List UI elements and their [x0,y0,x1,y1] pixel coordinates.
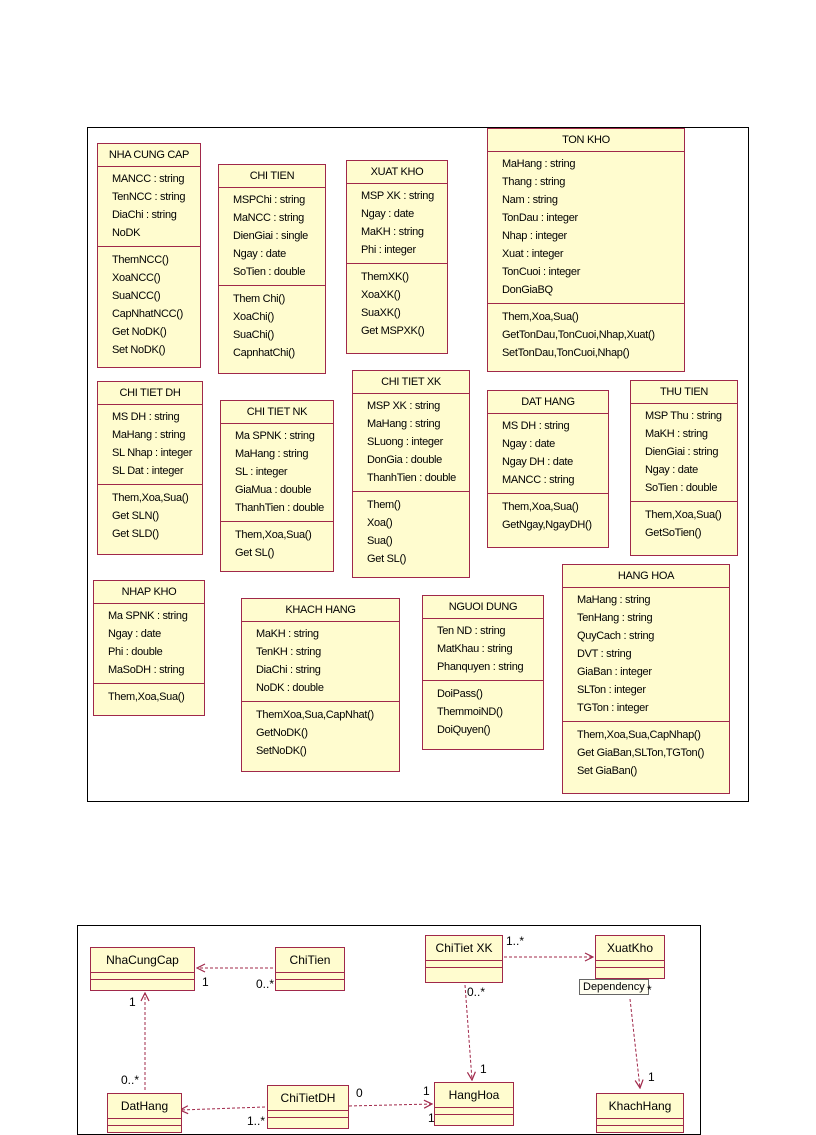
box-chitien[interactable] [275,947,345,991]
class-name: TON KHO [488,129,684,152]
attribute: Nhap : integer [502,230,567,242]
class-name: KHACH HANG [242,599,399,622]
operation: CapNhatNCC() [112,308,183,320]
operation: Get SLN() [112,510,159,522]
multiplicity-label: 1 [428,1111,435,1125]
class-name: NHA CUNG CAP [98,144,200,167]
attribute: DVT : string [577,648,632,660]
dep-chitietdh-to-dathang [180,1107,265,1110]
box-section [435,1108,513,1115]
multiplicity-label: 1 [423,1084,430,1098]
box-name: HangHoa [435,1083,513,1108]
attribute: MANCC : string [502,474,575,486]
attribute: TenHang : string [577,612,653,624]
attribute: Ngay : date [108,628,161,640]
attribute: Ngay : date [645,464,698,476]
attribute: ThanhTien : double [235,502,324,514]
attribute: SL Nhap : integer [112,447,193,459]
operation: SetNoDK() [256,745,307,757]
attribute: Ma SPNK : string [108,610,188,622]
box-section [91,973,194,980]
attribute: Ngay : date [502,438,555,450]
operation: Them,Xoa,Sua() [112,492,189,504]
operation: ThemXoa,Sua,CapNhat() [256,709,374,721]
attribute: MS DH : string [502,420,570,432]
class-name: CHI TIET NK [221,401,333,424]
multiplicity-label: 1 [202,975,209,989]
operation: DoiQuyen() [437,724,491,736]
attribute: NoDK [112,227,141,239]
multiplicity-label: 1 [129,995,136,1009]
attribute: MSPChi : string [233,194,305,206]
attribute: SLTon : integer [577,684,646,696]
operation: Them,Xoa,Sua() [645,509,722,521]
dep-chitietxk-to-hanghoa [465,985,472,1080]
box-name: NhaCungCap [91,948,194,973]
multiplicity-label: * [647,983,652,997]
operation: Them Chi() [233,293,286,305]
attribute: Phi : integer [361,244,416,256]
operation: Them,Xoa,Sua() [502,501,579,513]
attribute: Ngay DH : date [502,456,574,468]
operation: Them,Xoa,Sua() [108,691,185,703]
dependency-tooltip: Dependency [579,979,649,995]
operation: GetNoDK() [256,727,308,739]
attribute: TonCuoi : integer [502,266,581,278]
attribute: Xuat : integer [502,248,564,260]
operation: Get SLD() [112,528,159,540]
class-name: THU TIEN [631,381,737,404]
attribute: SLuong : integer [367,436,443,448]
box-hanghoa[interactable] [434,1082,514,1126]
attribute: MaHang : string [112,429,186,441]
attribute: MaKH : string [361,226,424,238]
box-section [276,973,344,980]
class-name: XUAT KHO [347,161,447,184]
box-name: ChiTiet XK [426,936,502,961]
attribute: TonDau : integer [502,212,578,224]
attribute: MaHang : string [502,158,576,170]
multiplicity-label: 1..* [247,1114,266,1128]
multiplicity-label: 0..* [256,977,275,991]
attribute: NoDK : double [256,682,324,694]
operation: Xoa() [367,517,393,529]
multiplicity-label: 1 [480,1062,487,1076]
attribute: MANCC : string [112,173,185,185]
attribute: SoTien : double [233,266,306,278]
attribute: QuyCach : string [577,630,655,642]
multiplicity-label: 0 [356,1086,363,1100]
attribute: SoTien : double [645,482,718,494]
attribute: MaHang : string [367,418,441,430]
operation: Get SL() [367,553,407,565]
multiplicity-label: 1 [648,1070,655,1084]
multiplicity-label: 1..* [506,934,525,948]
dep-xuatkho-to-khachhang [630,999,640,1088]
attribute: MaKH : string [645,428,708,440]
operation: SetTonDau,TonCuoi,Nhap() [502,347,630,359]
attribute: Ma SPNK : string [235,430,315,442]
operation: XoaXK() [361,289,401,301]
dep-chitietdh-to-hanghoa [349,1104,432,1106]
attribute: MaHang : string [577,594,651,606]
box-chitietxk[interactable] [425,935,503,983]
operation: CapnhatChi() [233,347,295,359]
class-name: CHI TIET XK [353,371,469,394]
multiplicity-label: 0..* [121,1073,140,1087]
class-name: CHI TIEN [219,165,325,188]
class-name: DAT HANG [488,391,608,414]
operation: SuaXK() [361,307,401,319]
multiplicity-label: 0..* [467,985,486,999]
operation: Set GiaBan() [577,765,637,777]
attribute: DonGiaBQ [502,284,553,296]
operation: GetNgay,NgayDH() [502,519,592,531]
attribute: Ten ND : string [437,625,506,637]
attribute: TenKH : string [256,646,321,658]
class-name: NGUOI DUNG [423,596,543,619]
box-nhacungcap[interactable] [90,947,195,991]
class-name: NHAP KHO [94,581,204,604]
attribute: DienGiai : string [645,446,719,458]
box-section [268,1111,348,1118]
box-khachhang[interactable] [596,1093,684,1133]
operation: ThemmoiND() [437,706,503,718]
attribute: DiaChi : string [112,209,177,221]
attribute: DiaChi : string [256,664,321,676]
attribute: DienGiai : single [233,230,308,242]
box-name: XuatKho [596,936,664,961]
box-dathang[interactable] [107,1093,182,1133]
attribute: TGTon : integer [577,702,649,714]
box-section [426,961,502,968]
attribute: MaHang : string [235,448,309,460]
operation: ThemNCC() [112,254,169,266]
attribute: Ngay : date [361,208,414,220]
operation: Them() [367,499,401,511]
operation: Get GiaBan,SLTon,TGTon() [577,747,705,759]
operation: SuaNCC() [112,290,161,302]
attribute: MS DH : string [112,411,180,423]
attribute: Phanquyen : string [437,661,524,673]
operation: Get NoDK() [112,326,167,338]
class-name: CHI TIET DH [98,382,202,405]
attribute: DonGia : double [367,454,442,466]
attribute: MSP XK : string [367,400,440,412]
attribute: GiaBan : integer [577,666,652,678]
attribute: TenNCC : string [112,191,186,203]
box-name: DatHang [108,1094,181,1119]
attribute: MaNCC : string [233,212,304,224]
attribute: SL Dat : integer [112,465,184,477]
operation: Them,Xoa,Sua() [502,311,579,323]
attribute: Thang : string [502,176,566,188]
operation: GetTonDau,TonCuoi,Nhap,Xuat() [502,329,655,341]
box-chitietdh[interactable] [267,1085,349,1129]
box-name: KhachHang [597,1094,683,1119]
operation: Set NoDK() [112,344,166,356]
box-xuatkho[interactable] [595,935,665,979]
operation: ThemXK() [361,271,409,283]
operation: Them,Xoa,Sua() [235,529,312,541]
operation: Sua() [367,535,393,547]
attribute: SL : integer [235,466,288,478]
attribute: Ngay : date [233,248,286,260]
attribute: Nam : string [502,194,558,206]
operation: Them,Xoa,Sua,CapNhap() [577,729,701,741]
attribute: MaSoDH : string [108,664,185,676]
operation: DoiPass() [437,688,483,700]
attribute: ThanhTien : double [367,472,456,484]
box-section [596,961,664,968]
box-name: ChiTien [276,948,344,973]
operation: Get MSPXK() [361,325,425,337]
operation: XoaChi() [233,311,275,323]
attribute: MSP XK : string [361,190,434,202]
operation: Get SL() [235,547,275,559]
class-name: HANG HOA [563,565,729,588]
attribute: MaKH : string [256,628,319,640]
attribute: MatKhau : string [437,643,513,655]
attribute: MSP Thu : string [645,410,722,422]
attribute: GiaMua : double [235,484,312,496]
box-name: ChiTietDH [268,1086,348,1111]
operation: XoaNCC() [112,272,161,284]
attribute: Phi : double [108,646,163,658]
operation: SuaChi() [233,329,275,341]
operation: GetSoTien() [645,527,702,539]
